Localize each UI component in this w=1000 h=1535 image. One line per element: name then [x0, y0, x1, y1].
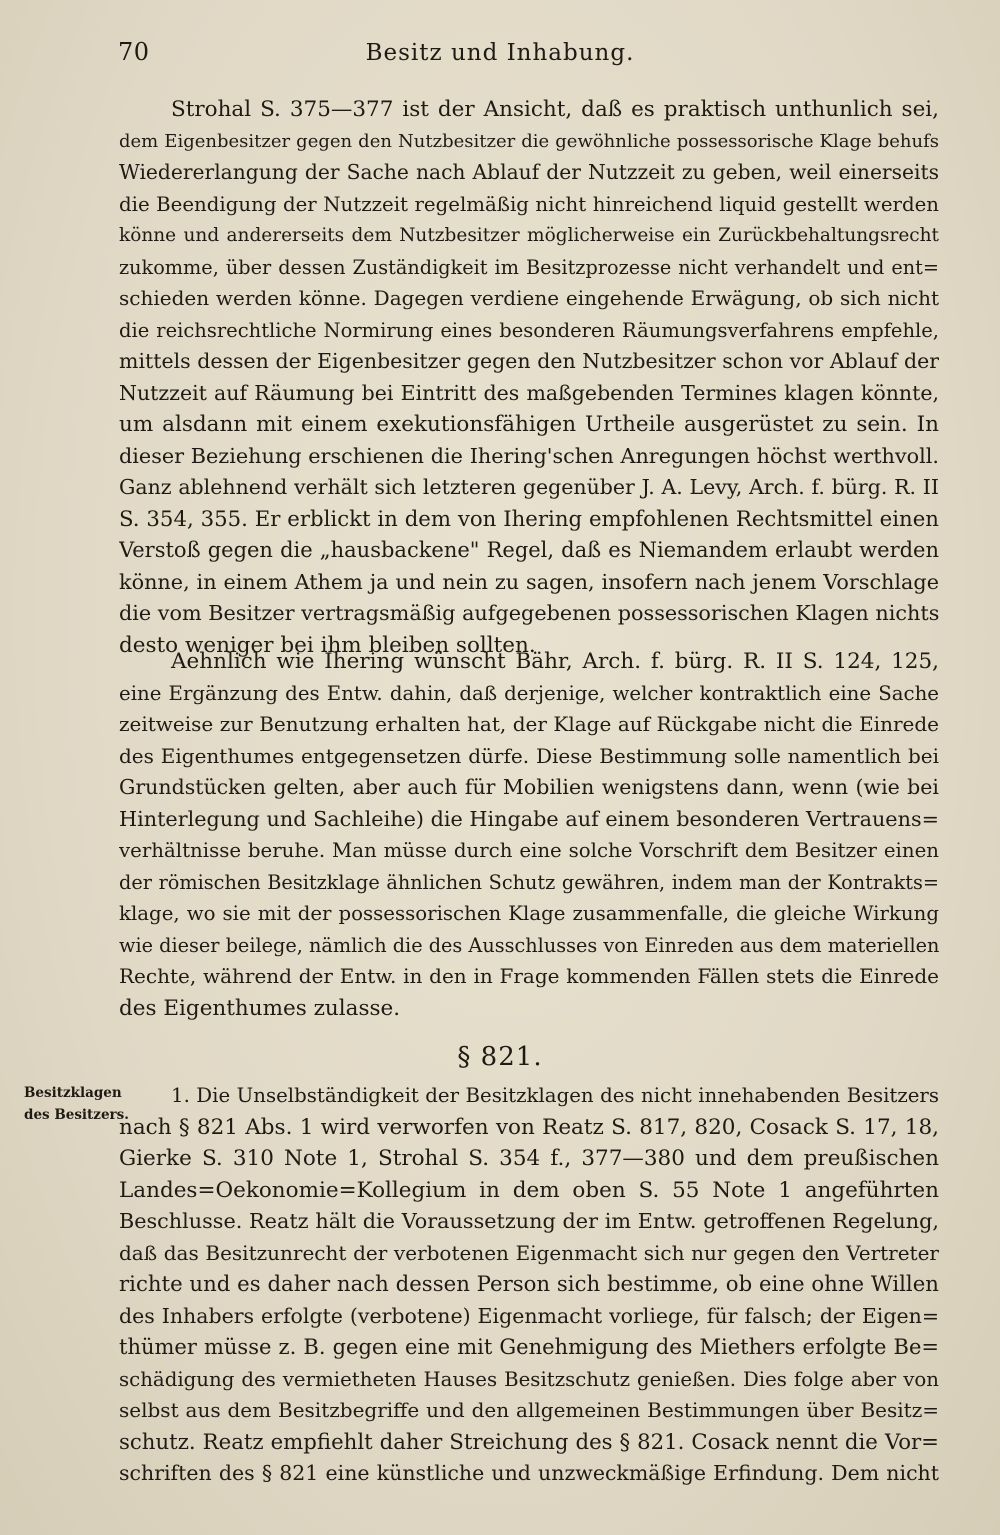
text-line: des Eigenthumes zulasse.	[119, 995, 401, 1021]
text-line: zeitweise zur Benutzung erhalten hat, der Klage auf Rückgabe nicht die Einrede	[119, 712, 939, 736]
text-line: die vom Besitzer vertragsmäßig aufgegebenen possessorischen Klagen nichts	[119, 601, 939, 625]
text-line: Landes=Oekonomie=Kollegium in dem oben S. 55 Note 1 angeführten	[119, 1177, 939, 1203]
text-line: richte und es daher nach dessen Person sich bestimme, ob eine ohne Willen	[119, 1272, 939, 1297]
text-line: des Eigenthumes entgegensetzen dürfe. Diese Bestimmung solle namentlich bei	[119, 743, 939, 768]
text-line: die Beendigung der Nutzzeit regelmäßig nicht hinreichend liquid gestellt werden	[119, 192, 939, 216]
text-line: nach § 821 Abs. 1 wird verworfen von Reatz S. 817, 820, Cosack S. 17, 18,	[119, 1114, 939, 1140]
text-line: selbst aus dem Besitzbegriffe und den allgemeinen Bestimmungen über Besitz=	[119, 1398, 939, 1422]
margin-note-line: Besitzklagen	[24, 1085, 122, 1101]
text-line: daß das Besitzunrecht der verbotenen Eigenmacht sich nur gegen den Vertreter	[119, 1240, 939, 1265]
text-line: schriften des § 821 eine künstliche und unzweckmäßige Erfindung. Dem nicht	[119, 1461, 939, 1485]
text-line: der römischen Besitzklage ähnlichen Schutz gewähren, indem man der Kontrakts=	[119, 870, 939, 894]
text-line: Ganz ablehnend verhält sich letzteren gegenüber J. A. Levy, Arch. f. bürg. R. II	[119, 475, 939, 499]
text-line: zukomme, über dessen Zuständigkeit im Besitzprozesse nicht verhandelt und ent=	[119, 255, 939, 279]
text-line: Gierke S. 310 Note 1, Strohal S. 354 f., 377—380 und dem preußischen	[119, 1146, 939, 1171]
text-line: um alsdann mit einem exekutionsfähigen Urtheile ausgerüstet zu sein. In	[119, 412, 939, 437]
text-line: Beschlusse. Reatz hält die Voraussetzung der im Entw. getroffenen Regelung,	[119, 1209, 939, 1233]
text-line: Verstoß gegen die „hausbackene" Regel, daß es Niemandem erlaubt werden	[119, 538, 939, 562]
text-line: S. 354, 355. Er erblickt in dem von Ihering empfohlenen Rechtsmittel einen	[119, 506, 939, 532]
paragraph-2	[119, 646, 939, 1024]
text-line: 1. Die Unselbständigkeit der Besitzklagen des nicht innehabenden Besitzers	[171, 1084, 939, 1107]
text-line: schädigung des vermietheten Hauses Besitzschutz genießen. Dies folge aber von	[119, 1367, 939, 1391]
text-line: Rechte, während der Entw. in den in Frage kommenden Fällen stets die Einrede	[119, 964, 939, 988]
text-line: thümer müsse z. B. gegen eine mit Genehmigung des Miethers erfolgte Be=	[119, 1335, 939, 1359]
text-line: dem Eigenbesitzer gegen den Nutzbesitzer die gewöhnliche possessorische Klage behufs	[119, 130, 939, 152]
text-line: könne, in einem Athem ja und nein zu sagen, insofern nach jenem Vorschlage	[119, 569, 939, 594]
section-heading: § 821.	[457, 1042, 543, 1072]
text-line: Hinterlegung und Sachleihe) die Hingabe auf einem besonderen Vertrauens=	[119, 806, 939, 831]
text-line: Aehnlich wie Ihering wünscht Bähr, Arch. f. bürg. R. II S. 124, 125,	[171, 649, 939, 674]
text-line: wie dieser beilege, nämlich die des Ausschlusses von Einreden aus dem materiellen	[119, 933, 939, 957]
text-line: verhältnisse beruhe. Man müsse durch eine solche Vorschrift dem Besitzer einen	[119, 839, 939, 862]
paragraph-1	[119, 94, 939, 661]
text-line: desto weniger bei ihm bleiben sollten.	[119, 632, 536, 658]
margin-note	[24, 1082, 129, 1126]
paragraph-3	[119, 1080, 939, 1490]
text-line: dieser Beziehung erschienen die Ihering'schen Anregungen höchst werthvoll.	[119, 443, 939, 468]
text-line: des Inhabers erfolgte (verbotene) Eigenmacht vorliege, für falsch; der Eigen=	[119, 1303, 939, 1328]
page-number: 70	[118, 38, 150, 66]
text-line: Strohal S. 375—377 ist der Ansicht, daß es praktisch unthunlich sei,	[171, 97, 939, 122]
running-title: Besitz und Inhabung.	[365, 40, 635, 66]
text-line: schutz. Reatz empfiehlt daher Streichung des § 821. Cosack nennt die Vor=	[119, 1429, 939, 1455]
text-line: mittels dessen der Eigenbesitzer gegen den Nutzbesitzer schon vor Ablauf der	[119, 349, 939, 373]
text-line: die reichsrechtliche Normirung eines besonderen Räumungsverfahrens empfehle,	[119, 318, 939, 342]
text-line: klage, wo sie mit der possessorischen Klage zusammenfalle, die gleiche Wirkung	[119, 902, 939, 925]
text-line: Nutzzeit auf Räumung bei Eintritt des maßgebenden Termines klagen könnte,	[119, 380, 939, 405]
text-line: Wiedererlangung der Sache nach Ablauf der Nutzzeit zu geben, weil einerseits	[119, 160, 939, 184]
margin-note-line: des Besitzers.	[24, 1107, 129, 1123]
text-line: Grundstücken gelten, aber auch für Mobilien wenigstens dann, wenn (wie bei	[119, 775, 939, 799]
text-line: eine Ergänzung des Entw. dahin, daß derjenige, welcher kontraktlich eine Sache	[119, 681, 939, 705]
text-line: schieden werden könne. Dagegen verdiene eingehende Erwägung, ob sich nicht	[119, 286, 939, 310]
text-line: könne und andererseits dem Nutzbesitzer möglicherweise ein Zurückbehaltungsrecht	[119, 225, 939, 246]
